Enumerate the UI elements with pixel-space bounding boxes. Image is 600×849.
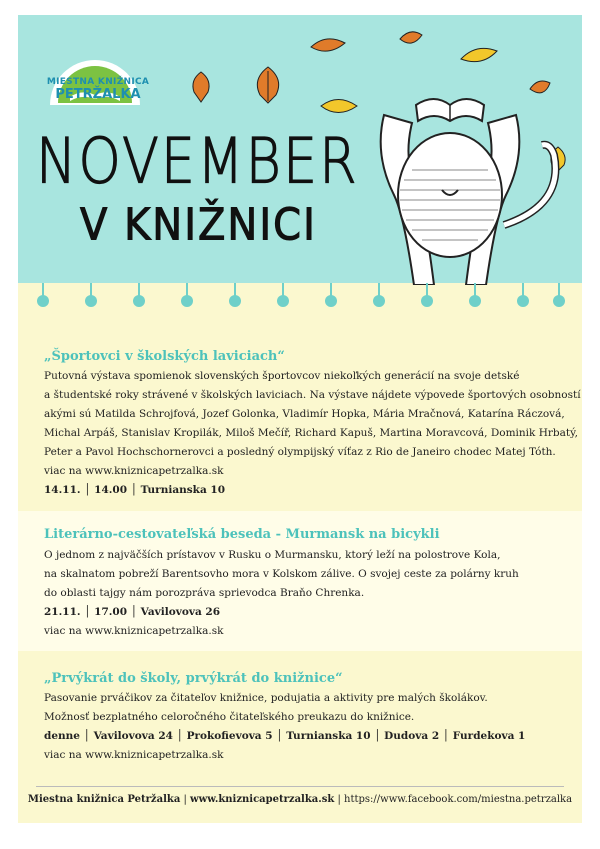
event-more-link[interactable]: viac na www.kniznicapetrzalka.sk — [44, 625, 224, 637]
pin-icon — [234, 283, 236, 297]
footer-separator: | — [334, 794, 345, 805]
pin-row — [18, 283, 582, 313]
footer-library-name: Miestna knižnica Petržalka — [27, 794, 181, 805]
event-text-line: Michal Arpáš, Stanislav Kropilák, Miloš Mečíř, Richard Kapuš, Martina Moravcová, Dominik Hrbatý, — [44, 427, 578, 439]
reader-illustration — [354, 75, 582, 285]
event-when: 21.11. │ 17.00 │ Vavilovova 26 — [44, 606, 221, 618]
event-when: denne │ Vavilovova 24 │ Prokofievova 5 │ Turnianska 10 │ Dudova 2 │ Furdekova 1 — [44, 730, 526, 742]
logo-line1: MIESTNA KNIŽNICA — [46, 77, 150, 87]
poster — [18, 15, 582, 823]
footer — [18, 794, 582, 805]
pin-icon — [426, 283, 428, 297]
event-section — [18, 315, 582, 511]
event-text-line: na skalnatom pobreží Barentsovho mora v Kolskom zálive. O svojej ceste za polárny kruh — [44, 568, 519, 580]
logo-line2: PETRŽALKA — [55, 87, 141, 102]
leaf-icon — [188, 70, 214, 104]
footer-divider — [36, 786, 564, 787]
pin-icon — [474, 283, 476, 297]
event-section — [18, 511, 582, 651]
leaf-icon — [458, 43, 500, 67]
event-description — [44, 367, 581, 500]
pin-icon — [330, 283, 332, 297]
event-description — [44, 689, 574, 765]
pin-icon — [282, 283, 284, 297]
event-description — [44, 546, 574, 641]
event-more-link[interactable]: viac na www.kniznicapetrzalka.sk — [44, 749, 224, 761]
event-text-line: Možnosť bezplatného celoročného čitateľského preukazu do knižnice. — [44, 711, 415, 723]
footer-separator: | — [180, 794, 191, 805]
event-text-line: Peter a Pavol Hochschornerovci a posledný olympijský víťaz z Rio de Janeiro chodec Matej Tóth. — [44, 446, 556, 458]
event-more-link[interactable]: viac na www.kniznicapetrzalka.sk — [44, 465, 224, 477]
event-title: „Prvýkrát do školy, prvýkrát do knižnice“ — [44, 671, 343, 686]
pin-icon — [138, 283, 140, 297]
pin-icon — [558, 283, 560, 297]
event-text-line: Putovná výstava spomienok slovenských športovcov niekoľkých generácií na svoje detské — [44, 370, 520, 382]
event-text-line: Pasovanie prváčikov za čitateľov knižnice, podujatia a aktivity pre malých školákov. — [44, 692, 488, 704]
event-title: Literárno-cestovateľská beseda - Murmansk na bicykli — [44, 527, 440, 542]
footer-facebook-link[interactable]: https://www.facebook.com/miestna.petrzalka — [344, 794, 573, 805]
leaf-icon — [250, 65, 286, 105]
event-text-line: do oblasti tajgy nám porozpráva sprievodca Braňo Chrenka. — [44, 587, 365, 599]
pin-icon — [186, 283, 188, 297]
title-november: NOVEMBER — [36, 125, 359, 198]
event-section — [18, 651, 582, 779]
pin-icon — [378, 283, 380, 297]
event-text-line: a študentské roky strávené v školských laviciach. Na výstave nájdete výpovede športových osobností — [44, 389, 581, 401]
header-banner — [18, 15, 582, 283]
event-text-line: akými sú Matilda Schrojfová, Jozef Golonka, Vladimír Hopka, Mária Mračnová, Katarína Ráczová, — [44, 408, 565, 420]
leaf-icon — [398, 27, 424, 49]
pin-icon — [42, 283, 44, 297]
title-v-kniznici: V KNIŽNICI — [80, 200, 317, 251]
leaf-icon — [308, 33, 348, 57]
event-when: 14.11. │ 14.00 │ Turnianska 10 — [44, 484, 226, 496]
pin-icon — [90, 283, 92, 297]
footer-website-link[interactable]: www.kniznicapetrzalka.sk — [190, 794, 335, 805]
event-title: „Športovci v školských laviciach“ — [44, 349, 285, 364]
pin-icon — [522, 283, 524, 297]
event-text-line: O jednom z najväčších prístavov v Rusku o Murmansku, ktorý leží na polostrove Kola, — [44, 549, 501, 561]
